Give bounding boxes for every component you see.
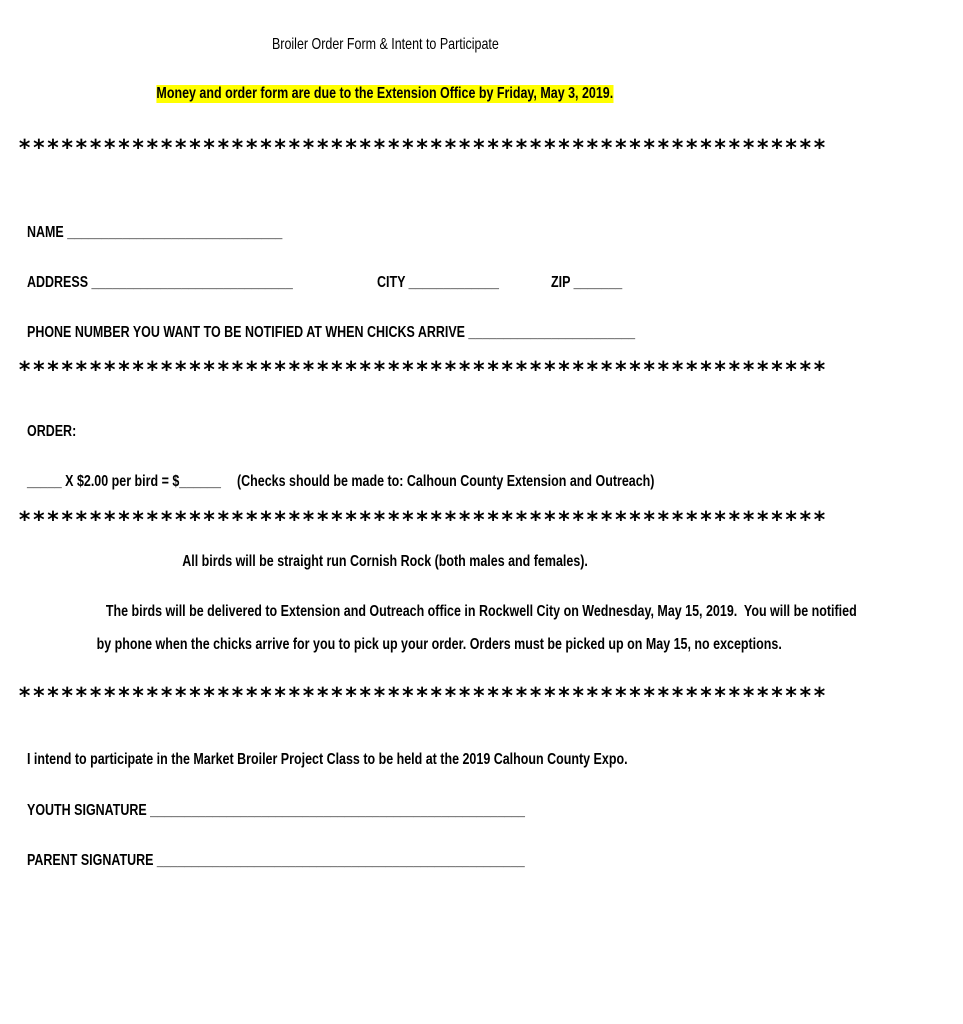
youth-signature-field[interactable] [18,784,665,820]
checks-note [228,455,772,491]
parent-signature-field[interactable] [18,834,665,870]
form-title [0,36,770,54]
name-label: NAME _______________________________ [26,224,283,241]
delivery-info-2-text: by phone when the chicks arrive for you to pick up your order. Orders must be picked up on May 15, no exceptions. [96,636,782,653]
youth-signature-label: YOUTH SIGNATURE ______________________________________________________ [26,802,525,819]
zip-field[interactable] [542,256,642,292]
separator-3: ********************************************************* [18,508,828,533]
separator-1: ********************************************************* [18,136,828,161]
due-notice [0,85,770,103]
address-field[interactable] [18,256,368,292]
order-line-text: _____ X $2.00 per bird = $______ [26,473,221,490]
order-heading-text: ORDER: [26,423,77,440]
separator-4: ********************************************************* [18,684,828,709]
parent-signature-label: PARENT SIGNATURE _____________________________________________________ [26,852,525,869]
due-notice-text: Money and order form are due to the Extension Office by Friday, May 3, 2019. [156,85,614,102]
delivery-info-2 [0,636,782,654]
separator-2: ********************************************************* [18,358,828,383]
city-label: CITY _____________ [376,274,499,291]
intent-statement-text: I intend to participate in the Market Broiler Project Class to be held at the 2019 Calhoun County Expo. [26,751,628,768]
birds-info-text: All birds will be straight run Cornish Rock (both males and females). [182,553,588,570]
phone-label: PHONE NUMBER YOU WANT TO BE NOTIFIED AT WHEN CHICKS ARRIVE ________________________ [26,324,635,341]
order-heading [18,405,90,441]
delivery-info-1-text: The birds will be delivered to Extension and Outreach office in Rockwell City on Wednesday, May 15, 2019. You will be notified [105,603,857,620]
zip-label: ZIP _______ [550,274,623,291]
checks-note-text: (Checks should be made to: Calhoun County Extension and Outreach) [236,473,655,490]
delivery-info-1 [0,603,857,621]
city-field[interactable] [368,256,533,292]
phone-field[interactable] [18,306,806,342]
intent-statement [18,733,797,769]
address-label: ADDRESS _____________________________ [26,274,293,291]
birds-info [0,553,770,571]
form-title-text: Broiler Order Form & Intent to Participate [271,36,499,53]
name-field[interactable] [18,206,354,242]
